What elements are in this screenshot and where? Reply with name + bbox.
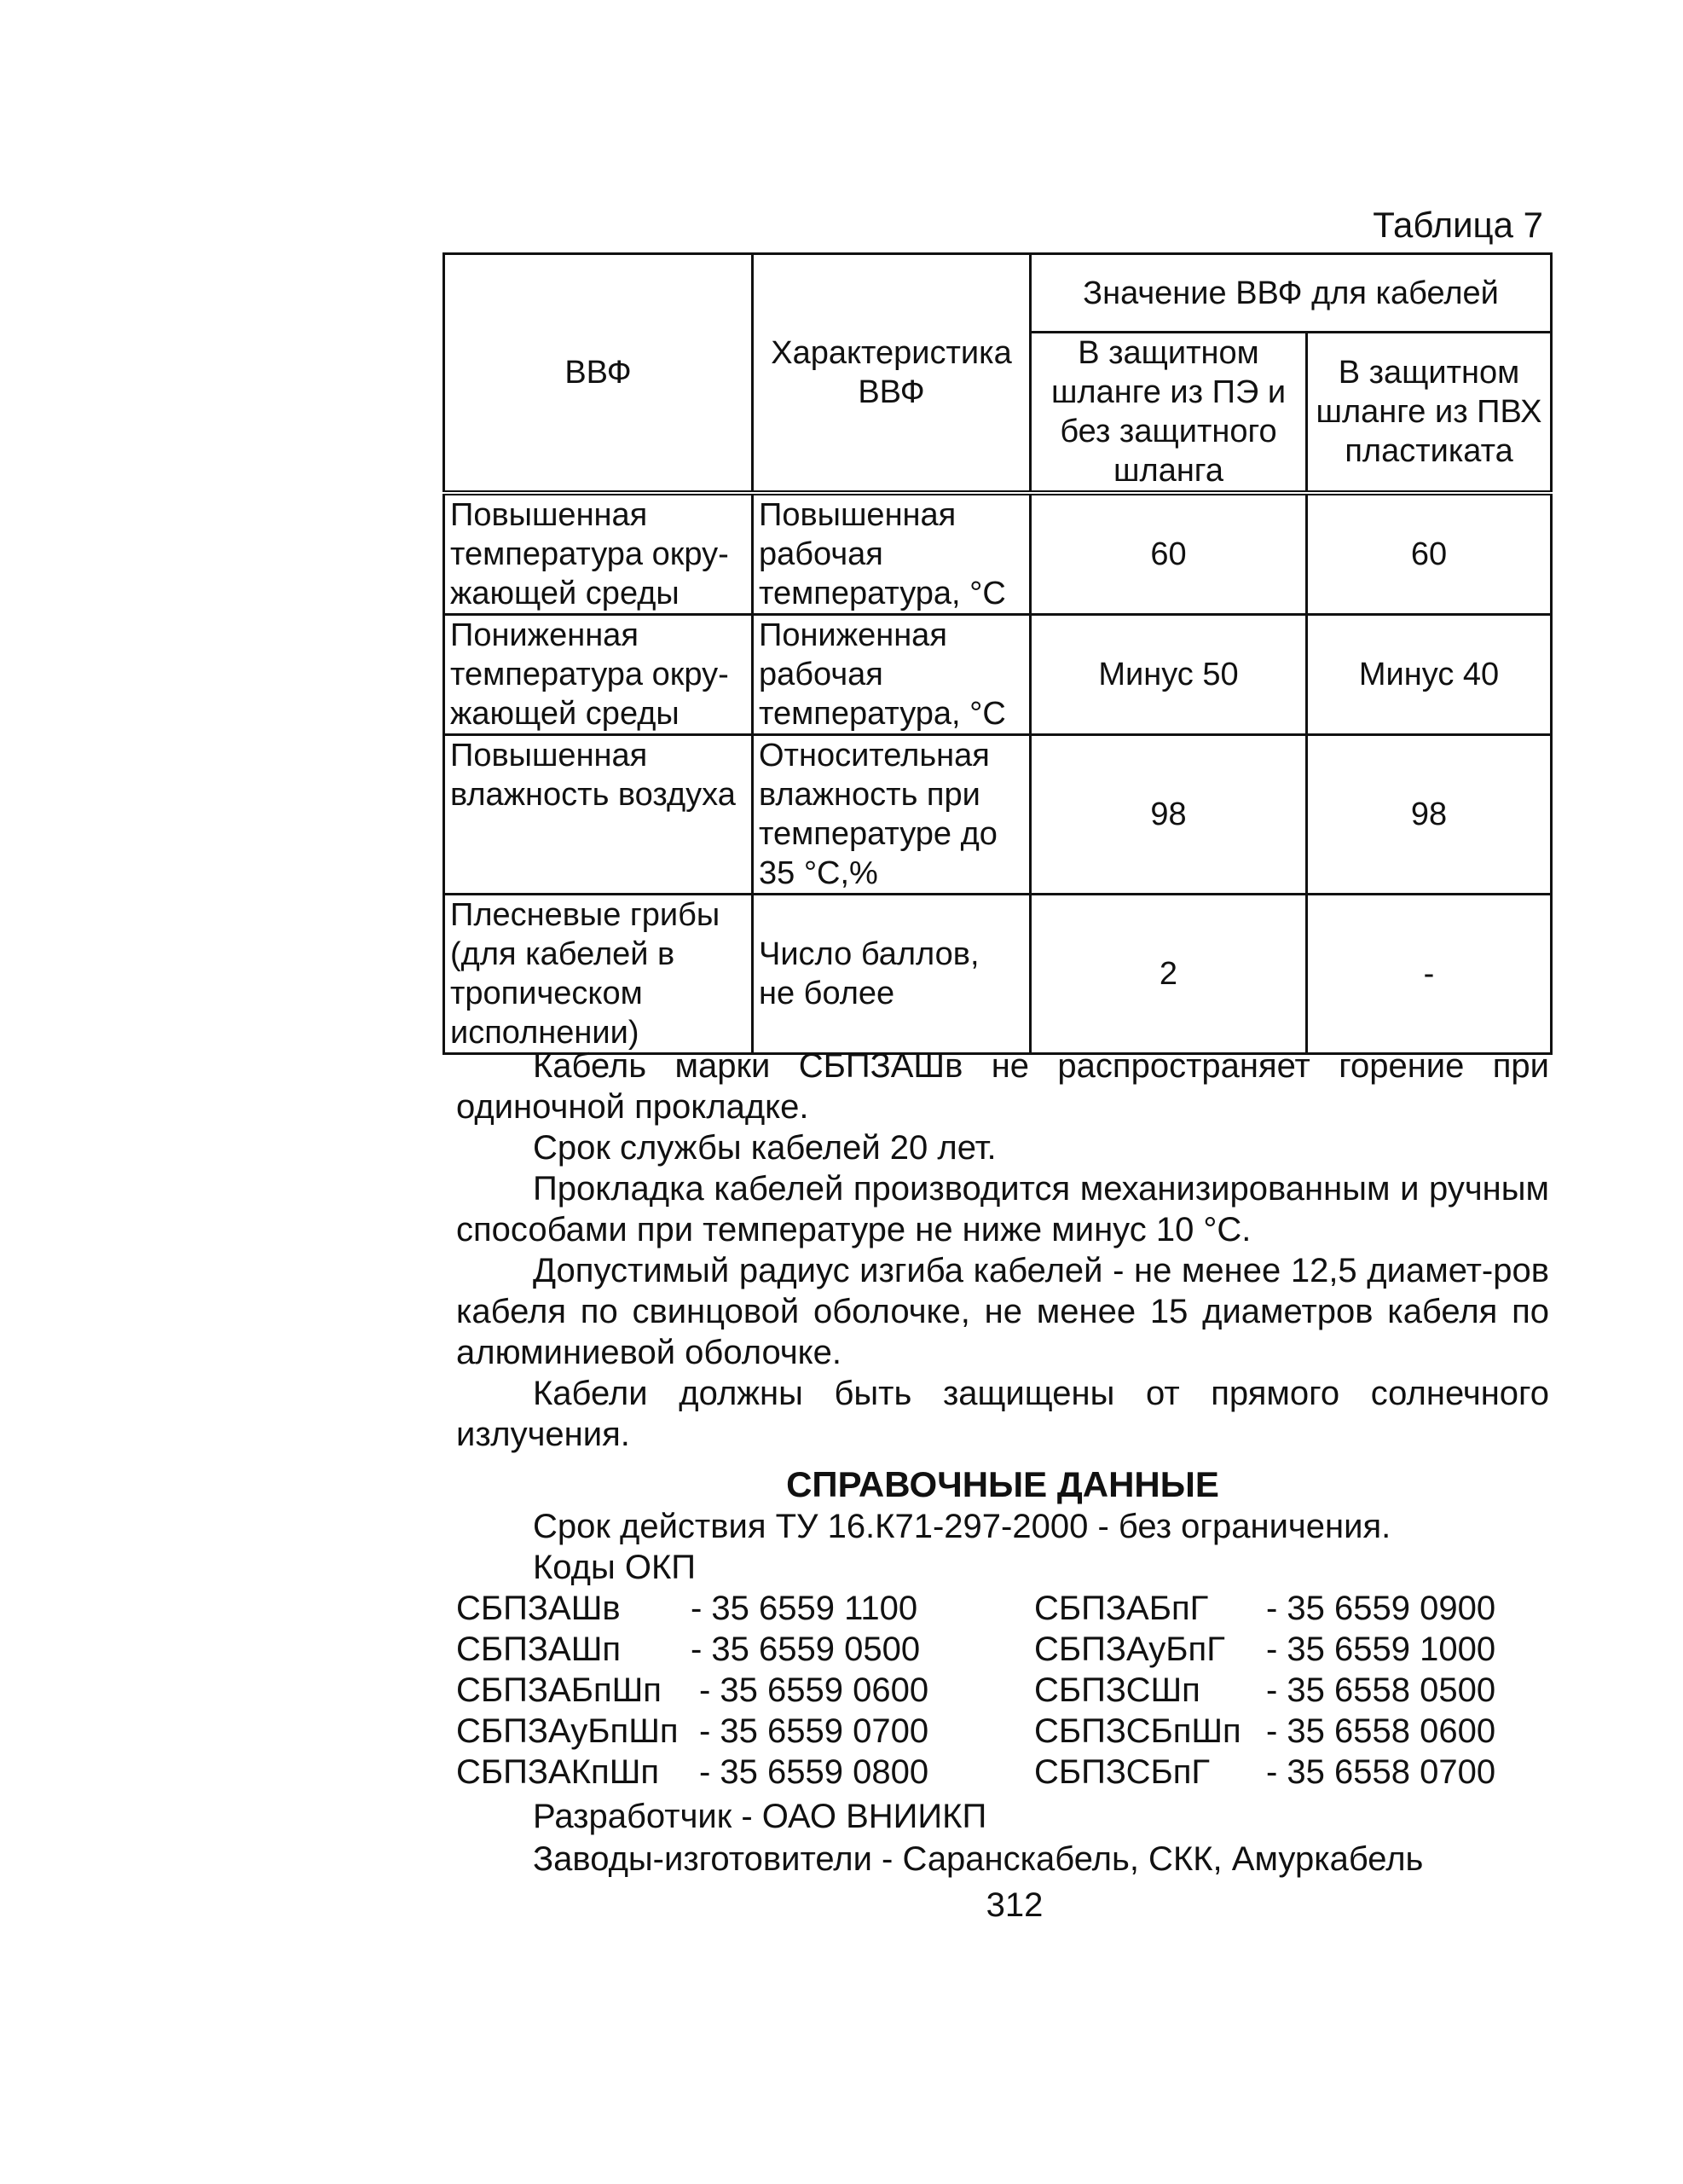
code-left-name: СБПЗАуБпШп <box>456 1712 679 1750</box>
code-right-value: - 35 6558 0500 <box>1266 1671 1496 1709</box>
code-left-value: - 35 6559 0700 <box>699 1712 929 1750</box>
row-characteristic: Пониженная рабочая температура, °С <box>753 615 1031 735</box>
code-right-value: - 35 6559 1000 <box>1266 1631 1496 1668</box>
code-left-value: - 35 6559 0500 <box>691 1631 921 1668</box>
table-caption: Таблица 7 <box>1373 205 1543 245</box>
paragraph: Прокладка кабелей производится механизированным и ручным способами при температуре не ниже минус 10 °С. <box>456 1170 1549 1248</box>
row-value-pe: 60 <box>1031 493 1307 615</box>
row-factor: Плесневые грибы (для кабелей в тропическом исполнении) <box>444 895 753 1054</box>
table-row <box>444 735 1552 895</box>
code-right-value: - 35 6558 0700 <box>1266 1753 1496 1791</box>
code-left-value: - 35 6559 0800 <box>699 1753 929 1791</box>
row-characteristic: Относительная влажность при температуре до 35 °С,% <box>753 735 1031 895</box>
developer-line: Разработчик - ОАО ВНИИКП <box>533 1798 987 1835</box>
vvf-table <box>442 252 1553 1055</box>
row-value-pe: 98 <box>1031 735 1307 895</box>
codes-title: Коды ОКП <box>533 1549 697 1586</box>
code-right-value: - 35 6559 0900 <box>1266 1590 1496 1627</box>
header-vvf: ВВФ <box>444 254 753 494</box>
row-value-pvc: 98 <box>1307 735 1552 895</box>
row-factor: Пониженная температура окру-жающей среды <box>444 615 753 735</box>
table-row <box>444 493 1552 615</box>
row-characteristic: Число баллов, не более <box>753 895 1031 1054</box>
code-left-value: - 35 6559 1100 <box>691 1590 918 1627</box>
code-right-name: СБПЗСБпШп <box>1034 1712 1241 1750</box>
section-heading: СПРАВОЧНЫЕ ДАННЫЕ <box>786 1464 1219 1504</box>
code-right-name: СБПЗАуБпГ <box>1034 1631 1225 1668</box>
row-factor: Повышенная температура окру-жающей среды <box>444 493 753 615</box>
paragraph: Кабель марки СБПЗАШв не распространяет горение при одиночной прокладке. <box>456 1047 1549 1126</box>
row-value-pvc: 60 <box>1307 493 1552 615</box>
code-right-name: СБПЗАБпГ <box>1034 1590 1209 1627</box>
header-pvc-hose: В защитном шланге из ПВХ пластиката <box>1307 333 1552 494</box>
code-left-value: - 35 6559 0600 <box>699 1671 929 1709</box>
page-number: 312 <box>986 1886 1044 1924</box>
table-row <box>444 615 1552 735</box>
row-value-pe: 2 <box>1031 895 1307 1054</box>
manufacturers-line: Заводы-изготовители - Саранскабель, СКК, Амуркабель <box>533 1840 1424 1878</box>
code-right-name: СБПЗСШп <box>1034 1671 1200 1709</box>
row-value-pvc: Минус 40 <box>1307 615 1552 735</box>
paragraph: Срок службы кабелей 20 лет. <box>533 1129 997 1167</box>
code-left-name: СБПЗАБпШп <box>456 1671 662 1709</box>
table-header-row <box>444 254 1552 333</box>
row-factor: Повышенная влажность воздуха <box>444 735 753 895</box>
row-value-pe: Минус 50 <box>1031 615 1307 735</box>
paragraph: Кабели должны быть защищены от прямого солнечного излучения. <box>456 1375 1549 1453</box>
body-text <box>456 1046 1549 1455</box>
code-right-value: - 35 6558 0600 <box>1266 1712 1496 1750</box>
row-characteristic: Повышенная рабочая температура, °С <box>753 493 1031 615</box>
code-left-name: СБПЗАШп <box>456 1631 622 1668</box>
code-left-name: СБПЗАШв <box>456 1590 621 1627</box>
header-value-group: Значение ВВФ для кабелей <box>1031 254 1552 333</box>
row-value-pvc: - <box>1307 895 1552 1054</box>
code-left-name: СБПЗАКпШп <box>456 1753 660 1791</box>
validity-line: Срок действия ТУ 16.К71-297-2000 - без ограничения. <box>533 1508 1391 1545</box>
header-pe-hose: В защитном шланге из ПЭ и без защитного шланга <box>1031 333 1307 494</box>
paragraph: Допустимый радиус изгиба кабелей - не менее 12,5 диамет-ров кабеля по свинцовой оболочке, не менее 15 диаметров кабеля по алюминиевой оболочке. <box>456 1252 1549 1371</box>
table-row <box>444 895 1552 1054</box>
code-right-name: СБПЗСБпГ <box>1034 1753 1211 1791</box>
header-characteristic: Характеристика ВВФ <box>753 254 1031 494</box>
